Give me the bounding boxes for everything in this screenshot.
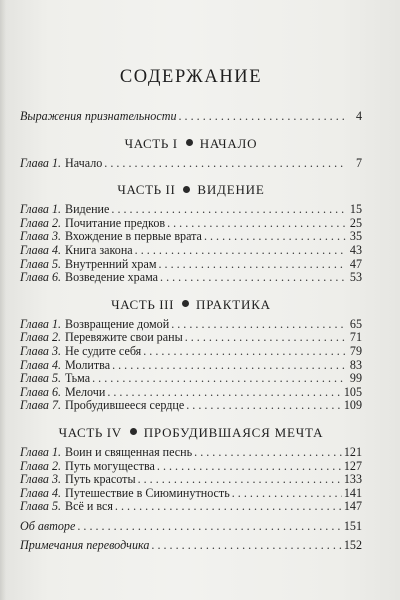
chapter-label: Глава 4.: [20, 357, 62, 372]
table-of-contents: [20, 66, 362, 553]
toc-chapter-row: [20, 271, 362, 285]
chapter-label: Глава 5.: [20, 371, 62, 386]
toc-chapter-row: [20, 331, 362, 345]
page-number: 7: [355, 155, 362, 170]
page-number: 109: [343, 398, 362, 413]
toc-chapter-row: [20, 230, 362, 244]
chapter-label: Глава 2.: [20, 330, 62, 345]
toc-chapter-row: [20, 359, 362, 373]
chapter-label: Глава 1.: [20, 444, 62, 459]
chapter-name: Возведение храма: [65, 270, 159, 285]
page-number: 151: [343, 518, 362, 533]
toc-entry-translator-notes: [20, 539, 362, 553]
part-title: ПРАКТИКА: [196, 296, 271, 312]
chapter-label: Глава 3.: [20, 472, 62, 487]
chapter-label: Глава 7.: [20, 398, 62, 413]
page-number: 105: [343, 384, 362, 399]
chapter-label: Глава 1.: [20, 202, 62, 217]
dot-leader: [92, 372, 346, 386]
page-number: 65: [349, 316, 362, 331]
part-label: ЧАСТЬ III: [111, 296, 175, 312]
entry-label: Примечания переводчика: [20, 538, 150, 553]
entry-label: Об авторе: [20, 518, 76, 533]
part-heading-4: [20, 425, 362, 441]
chapter-name: Молитва: [65, 357, 111, 372]
dot-leader: [185, 331, 346, 345]
chapter-name: Вхождение в первые врата: [65, 229, 202, 244]
toc-chapter-row: [20, 399, 362, 413]
dot-leader: [104, 157, 346, 171]
chapter-name: Путь красоты: [65, 472, 136, 487]
chapter-label: Глава 3.: [20, 229, 62, 244]
page-number: 25: [349, 215, 362, 230]
dot-leader: [111, 203, 346, 217]
page-number: 152: [343, 538, 362, 553]
chapter-label: Глава 6.: [20, 384, 62, 399]
page-number: 127: [343, 458, 362, 473]
chapter-label: Глава 2.: [20, 458, 62, 473]
dot-leader: [232, 487, 342, 501]
dot-leader: [143, 345, 346, 359]
chapter-name: Внутренний храм: [65, 256, 157, 271]
part-label: ЧАСТЬ II: [117, 182, 176, 198]
toc-title: СОДЕРЖАНИЕ: [119, 67, 263, 87]
chapter-name: Путешествие в Сиюминутность: [65, 485, 230, 500]
page-number: 141: [343, 485, 362, 500]
page-edge-shadow: [0, 0, 6, 600]
page-number: 147: [343, 499, 362, 514]
part-heading-3: [20, 297, 362, 313]
chapter-label: Глава 6.: [20, 270, 62, 285]
part-label: ЧАСТЬ IV: [58, 424, 122, 440]
toc-chapter-row: [20, 244, 362, 258]
part-title: ПРОБУДИВШАЯСЯ МЕЧТА: [143, 424, 324, 440]
dot-leader: [160, 271, 346, 285]
chapter-name: Видение: [65, 202, 110, 217]
toc-chapter-row: [20, 318, 362, 332]
page-number: 43: [349, 242, 362, 257]
toc-chapter-row: [20, 217, 362, 231]
chapter-label: Глава 4.: [20, 242, 62, 257]
page-number: 121: [343, 444, 362, 459]
part-heading-2: [20, 182, 362, 198]
toc-chapter-row: [20, 473, 362, 487]
part-label: ЧАСТЬ I: [124, 135, 178, 151]
dot-leader: [204, 230, 346, 244]
dot-leader: [179, 110, 347, 124]
page-number: 71: [349, 330, 362, 345]
chapter-label: Глава 5.: [20, 256, 62, 271]
dot-leader: [112, 359, 346, 373]
chapter-name: Путь могущества: [65, 458, 155, 473]
dot-leader: [157, 460, 342, 474]
dot-leader: [158, 258, 346, 272]
toc-chapter-row: [20, 372, 362, 386]
toc-entry-about-author: [20, 520, 362, 534]
page-number: 47: [349, 256, 362, 271]
toc-chapter-row: [20, 203, 362, 217]
chapter-name: Почитание предков: [65, 215, 166, 230]
part-title: НАЧАЛО: [199, 135, 258, 151]
chapter-label: Глава 3.: [20, 343, 62, 358]
dot-leader: [194, 446, 342, 460]
page-number: 83: [349, 357, 362, 372]
page-number: 99: [349, 371, 362, 386]
chapter-name: Перевяжите свои раны: [65, 330, 183, 345]
chapter-name: Всё и вся: [65, 499, 113, 514]
chapter-name: Воин и священная песнь: [65, 444, 193, 459]
chapter-name: Мелочи: [65, 384, 106, 399]
bullet-icon: [186, 139, 193, 146]
page-number: 53: [349, 270, 362, 285]
chapter-name: Пробудившееся сердце: [65, 398, 185, 413]
dot-leader: [167, 217, 346, 231]
page-number: 35: [349, 229, 362, 244]
chapter-name: Начало: [65, 155, 103, 170]
dot-leader: [138, 473, 342, 487]
bullet-icon: [130, 428, 137, 435]
entry-label: Выражения признательности: [20, 109, 177, 123]
chapter-label: Глава 1.: [20, 316, 62, 331]
chapter-label: Глава 1.: [20, 155, 62, 170]
toc-chapter-row: [20, 487, 362, 501]
dot-leader: [107, 386, 342, 400]
toc-chapter-row: [20, 258, 362, 272]
toc-chapter-row: [20, 157, 362, 171]
toc-chapter-row: [20, 345, 362, 359]
part-title: ВИДЕНИЕ: [197, 182, 265, 198]
page-number: 79: [349, 343, 362, 358]
dot-leader: [171, 318, 346, 332]
chapter-name: Возвращение домой: [65, 316, 170, 331]
chapter-name: Книга закона: [65, 242, 133, 257]
chapter-label: Глава 4.: [20, 485, 62, 500]
dot-leader: [151, 539, 341, 553]
part-heading-1: [20, 136, 362, 152]
bullet-icon: [182, 300, 189, 307]
dot-leader: [135, 244, 346, 258]
chapter-label: Глава 2.: [20, 215, 62, 230]
chapter-label: Глава 5.: [20, 499, 62, 514]
bullet-icon: [183, 186, 190, 193]
page-number: 4: [355, 109, 362, 123]
toc-chapter-row: [20, 460, 362, 474]
toc-chapter-row: [20, 446, 362, 460]
chapter-name: Не судите себя: [65, 343, 142, 358]
dot-leader: [115, 500, 342, 514]
dot-leader: [77, 520, 342, 534]
page-number: 15: [349, 202, 362, 217]
toc-chapter-row: [20, 500, 362, 514]
dot-leader: [186, 399, 342, 413]
toc-entry-acknowledgements: [20, 110, 362, 124]
chapter-name: Тьма: [65, 371, 91, 386]
page-number: 133: [343, 472, 362, 487]
toc-chapter-row: [20, 386, 362, 400]
